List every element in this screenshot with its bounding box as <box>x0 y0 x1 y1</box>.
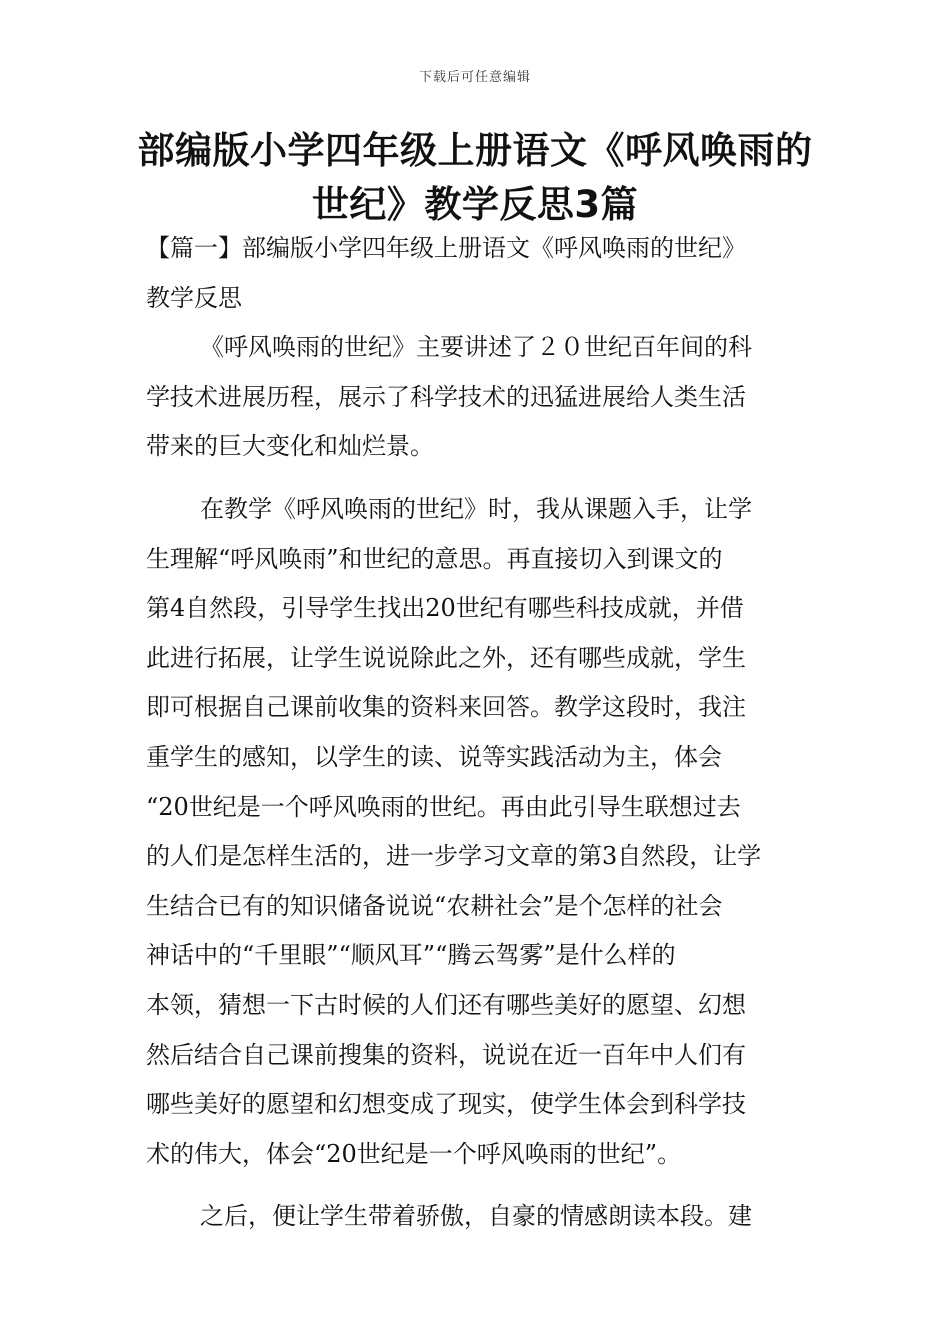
paragraph-line: 本领，猜想一下古时候的人们还有哪些美好的愿望、幻想 <box>146 990 746 1019</box>
paragraph-line: 生结合已有的知识储备说说“农耕社会”是个怎样的社会 <box>146 891 723 920</box>
paragraph-line: 然后结合自己课前搜集的资料，说说在近一百年中人们有 <box>146 1040 746 1069</box>
paragraph-line: 哪些美好的愿望和幻想变成了现实，使学生体会到科学技 <box>146 1090 746 1119</box>
paragraph-line: 学技术进展历程，展示了科学技术的迅猛进展给人类生活 <box>146 382 746 411</box>
title-line: 部编版小学四年级上册语文《呼风唤雨的 <box>137 129 813 172</box>
paragraph-line: 神话中的“千里眼”“顺风耳”“腾云驾雾”是什么样的 <box>146 941 676 970</box>
paragraph-line: 术的伟大，体会“20世纪是一个呼风唤雨的世纪”。 <box>146 1139 682 1168</box>
heading-line: 【篇一】部编版小学四年级上册语文《呼风唤雨的世纪》 <box>146 234 746 262</box>
paragraph-line: “20世纪是一个呼风唤雨的世纪。再由此引导生联想过去 <box>146 792 741 821</box>
paragraph-line: 之后，便让学生带着骄傲，自豪的情感朗读本段。建 <box>200 1202 752 1231</box>
document-title <box>120 124 830 232</box>
paragraph-line: 在教学《呼风唤雨的世纪》时，我从课题入手，让学 <box>200 494 752 523</box>
paragraph-line: 的人们是怎样生活的，进一步学习文章的第3自然段，让学 <box>146 842 762 871</box>
paragraph-line: 带来的巨大变化和灿烂景。 <box>146 432 434 461</box>
paragraph-line: 此进行拓展，让学生说说除此之外，还有哪些成就，学生 <box>146 643 746 672</box>
paragraph-2 <box>146 485 810 1179</box>
paragraph-line: 生理解“呼风唤雨”和世纪的意思。再直接切入到课文的 <box>146 544 723 573</box>
header-note: 下载后可任意编辑 <box>418 70 531 85</box>
paragraph-line: 即可根据自己课前收集的资料来回答。教学这段时，我注 <box>146 693 746 722</box>
title-line: 世纪》教学反思3篇 <box>311 183 639 226</box>
paragraph-line: 《呼风唤雨的世纪》主要讲述了２０世纪百年间的科 <box>200 333 752 362</box>
paragraph-1 <box>146 323 810 472</box>
heading-line: 教学反思 <box>146 283 242 312</box>
section-heading <box>146 224 810 323</box>
paragraph-3 <box>146 1192 810 1242</box>
paragraph-line: 第4自然段，引导学生找出20世纪有哪些科技成就，并借 <box>146 594 744 623</box>
paragraph-line: 重学生的感知，以学生的读、说等实践活动为主，体会 <box>146 742 722 771</box>
document-body <box>146 224 810 1242</box>
